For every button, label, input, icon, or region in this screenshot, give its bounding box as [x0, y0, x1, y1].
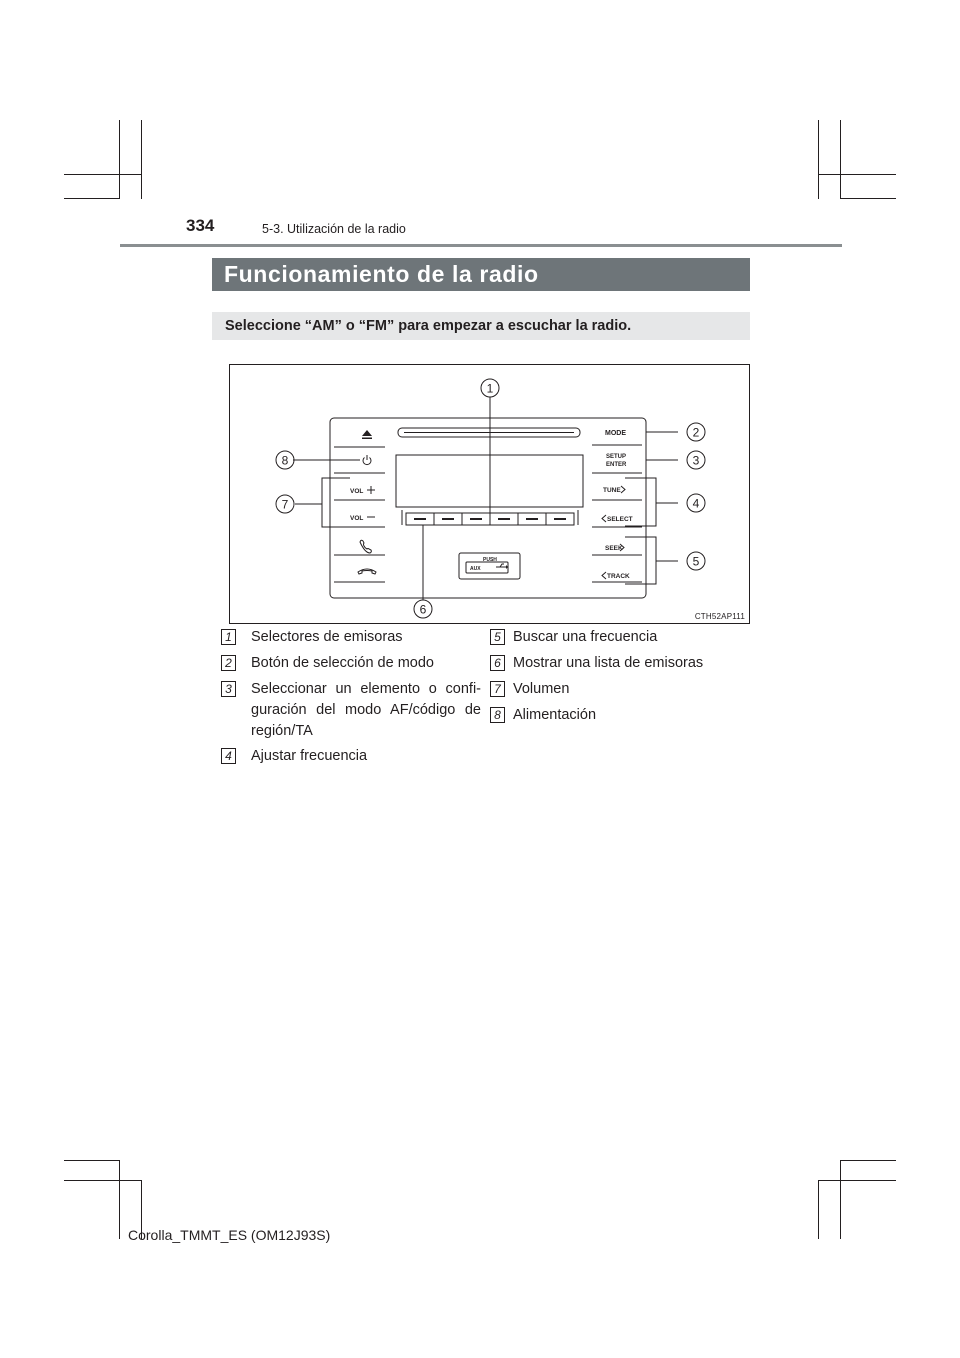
callout-1: 1: [486, 381, 494, 396]
legend-number: 2: [221, 655, 236, 671]
push-label: PUSH: [483, 557, 497, 563]
footer-document-id: Corolla_TMMT_ES (OM12J93S): [128, 1227, 331, 1243]
legend-number: 6: [490, 655, 505, 671]
callout-numbers: [282, 382, 700, 617]
legend-text: Ajustar frecuencia: [251, 748, 368, 764]
callout-2: 2: [692, 425, 700, 440]
page-title: Funcionamiento de la radio: [212, 258, 750, 291]
legend-number: 1: [221, 629, 236, 645]
callout-3: 3: [692, 453, 700, 468]
plus-icon: [367, 486, 375, 494]
cd-slot: [398, 428, 580, 437]
vol-up-label: VOL: [350, 488, 364, 495]
section-reference: 5-3. Utilización de la radio: [262, 222, 406, 236]
aux-label: AUX: [470, 566, 481, 572]
legend-number: 3: [221, 681, 236, 697]
legend-text: Buscar una frecuencia: [513, 629, 658, 645]
phone-pickup-icon: [360, 540, 371, 553]
legend-text: Seleccionar un elemento o confi-guración del modo AF/código de región/TA: [251, 681, 481, 739]
callout-5: 5: [692, 554, 700, 569]
select-label: SELECT: [607, 516, 633, 523]
mode-label: MODE: [605, 430, 626, 437]
legend-text: Volumen: [513, 681, 570, 697]
header-divider: [120, 244, 842, 247]
eject-icon: [362, 430, 372, 439]
track-label: TRACK: [607, 573, 630, 580]
legend-text: Botón de selección de modo: [251, 655, 434, 671]
callout-leader-lines: [293, 397, 678, 600]
callout-4: 4: [692, 496, 700, 511]
tune-chevron-right-icon: [621, 486, 625, 493]
power-icon: [363, 455, 371, 465]
legend-text: Mostrar una lista de emisoras: [513, 655, 704, 671]
enter-label: ENTER: [606, 462, 627, 468]
vol-down-label: VOL: [350, 515, 364, 522]
legend-number: 7: [490, 681, 505, 697]
intro-text: Seleccione “AM” o “FM” para empezar a escuchar la radio.: [212, 312, 750, 340]
figure-code: CTH52AP111: [694, 612, 745, 621]
tune-label: TUNE: [603, 487, 621, 494]
seek-label: SEEK: [605, 545, 623, 552]
setup-label: SETUP: [606, 454, 627, 460]
phone-hangup-icon: [358, 569, 376, 574]
usb-icon: [496, 564, 508, 569]
page-number: 334: [186, 216, 215, 235]
select-chevron-left-icon: [602, 515, 606, 522]
legend-text: Alimentación: [513, 707, 597, 723]
legend-number: 4: [221, 748, 236, 764]
legend-number: 5: [490, 629, 505, 645]
callout-6: 6: [419, 602, 427, 617]
legend-text: Selectores de emisoras: [251, 629, 403, 645]
legend-number: 8: [490, 707, 505, 723]
callout-7: 7: [281, 497, 289, 512]
track-chevron-left-icon: [602, 572, 606, 579]
callout-8: 8: [281, 453, 289, 468]
radio-panel-figure: [229, 364, 750, 624]
